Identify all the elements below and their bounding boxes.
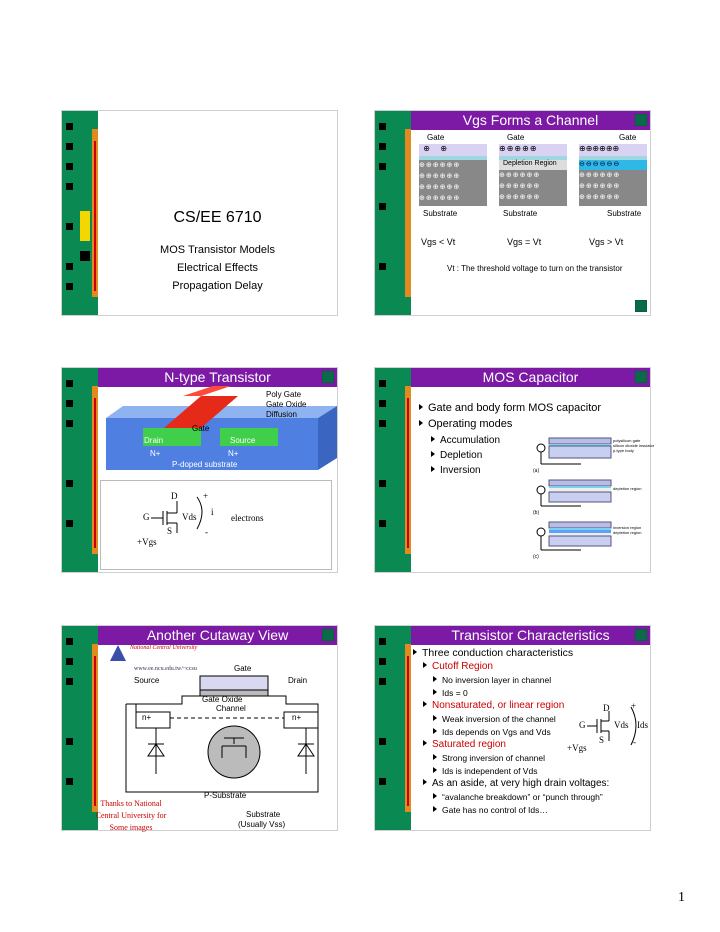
channel-panel: Gate ⊕⊕⊕⊕⊕ Depletion Region ⊕⊕⊕⊕⊕⊕ ⊕⊕⊕⊕⊕⊕ ⊕⊕⊕⊕⊕⊕ Substrate <box>499 133 567 233</box>
plus-sign: + <box>631 701 637 711</box>
corner-square <box>322 629 334 641</box>
electrons-label: electrons <box>231 513 264 523</box>
university-logo <box>110 645 126 661</box>
caption: Vgs = Vt <box>507 237 542 247</box>
sub-sub-bullet: Weak inversion of the channel <box>433 714 556 724</box>
source-label: Source <box>134 676 160 685</box>
schematic-box <box>100 480 332 570</box>
slide-3 <box>62 368 337 572</box>
slide-4 <box>375 368 655 572</box>
nplus-label: N+ <box>150 449 161 458</box>
substrate-label: Substrate <box>607 209 642 218</box>
caption: Vgs > Vt <box>589 237 624 247</box>
slide-title: CS/EE 6710 <box>173 209 262 226</box>
current-i: i <box>211 507 214 517</box>
decorative-band <box>375 626 411 830</box>
cutaway-diagram <box>122 674 322 799</box>
figure-tag: (c) <box>533 554 539 560</box>
logo-url: www.ee.ncu.edu.tw/~ccsu <box>134 666 197 672</box>
gate-g: G <box>143 512 150 522</box>
figure-label: silicon dioxide insulator <box>613 443 655 448</box>
vds-label: Vds <box>614 720 629 730</box>
nplus-label: n+ <box>142 713 152 722</box>
slide-content <box>95 645 337 832</box>
corner-square <box>635 371 647 383</box>
inversion-channel: ⊖⊖⊖⊖⊖⊖ <box>579 160 647 170</box>
subtitle-line: Electrical Effects <box>176 262 259 274</box>
figure-label: polysilicon gate <box>613 438 641 443</box>
thanks-note: Thanks to National Central University for Some images <box>95 799 167 832</box>
gate-oxide-label: Gate Oxide <box>202 695 243 704</box>
slide-content <box>411 131 650 315</box>
slide-title: Vgs Forms a Channel <box>411 111 650 130</box>
minus-sign: - <box>205 527 208 537</box>
decorative-band <box>62 111 98 315</box>
bullet: Operating modes <box>419 418 512 430</box>
channel-panel: Gate ⊕ ⊕ ⊕⊕⊕⊕⊕⊕ ⊕⊕⊕⊕⊕⊕ ⊕⊕⊕⊕⊕⊕ ⊕⊕⊕⊕⊕⊕ Substrate <box>419 133 487 233</box>
diffusion-label: Diffusion <box>266 410 297 419</box>
page-number: 1 <box>678 890 685 905</box>
vgs-label: +Vgs <box>567 743 587 753</box>
source-s: S <box>599 735 605 745</box>
sub-bullet: Inversion <box>431 465 481 476</box>
sub-bullet: Accumulation <box>431 435 500 446</box>
gate-label: Gate <box>234 664 252 673</box>
nplus-label: n+ <box>292 713 302 722</box>
figure-tag: (b) <box>533 510 540 516</box>
corner-square <box>635 629 647 641</box>
gate-label: Gate <box>619 133 637 142</box>
sub-sub-bullet: Gate has no control of Ids… <box>433 805 548 815</box>
footnote: Vt : The threshold voltage to turn on the transistor <box>447 264 623 273</box>
slide-title: Transistor Characteristics <box>411 626 650 645</box>
sub-sub-bullet: Ids = 0 <box>433 688 468 698</box>
depletion-region <box>499 160 567 170</box>
slide-2 <box>375 111 650 315</box>
figure-label: depletion region <box>613 530 642 535</box>
nmos-symbol <box>581 701 651 771</box>
figure-tag: (a) <box>533 468 540 474</box>
slide-6 <box>375 626 650 830</box>
mos-capacitor-figure <box>529 436 642 566</box>
subtitle-line: Propagation Delay <box>172 280 263 292</box>
figure-label: depletion region <box>613 486 642 491</box>
decorative-band <box>375 368 411 572</box>
bullet: Three conduction characteristics <box>413 647 573 659</box>
vgs-label: +Vgs <box>137 537 157 547</box>
psub-label: P-Substrate <box>204 791 247 800</box>
channel-panel: Gate ⊕⊕⊕⊕⊕⊕ ⊖⊖⊖⊖⊖⊖ ⊕⊕⊕⊕⊕⊕ ⊕⊕⊕⊕⊕⊕ ⊕⊕⊕⊕⊕⊕ Substrate <box>579 133 647 233</box>
slide-content <box>98 388 337 572</box>
substrate-label: P-doped substrate <box>172 460 238 469</box>
figure-label: inversion region <box>613 525 642 530</box>
slide-content <box>98 131 337 315</box>
drain-label: Drain <box>288 676 308 685</box>
sub-sub-bullet: No inversion layer in channel <box>433 675 551 685</box>
drain-d: D <box>171 491 178 501</box>
drain-d: D <box>603 703 610 713</box>
ids-label: Ids <box>637 720 648 730</box>
subtitle-line: MOS Transistor Models <box>160 244 275 256</box>
slide-title: Another Cutaway View <box>98 626 337 645</box>
slide-1 <box>62 111 337 315</box>
gate-oxide-label: Gate Oxide <box>266 400 307 409</box>
slide-content <box>411 388 655 572</box>
gate-label: Gate <box>427 133 445 142</box>
sub-sub-bullet: “avalanche breakdown” or “punch through” <box>433 792 603 802</box>
gate-label: Gate <box>507 133 525 142</box>
sub-bullet: Saturated region <box>423 739 506 750</box>
gate-g: G <box>579 720 586 730</box>
sub-bullet: Cutoff Region <box>423 661 493 672</box>
sub-bullet: Depletion <box>431 450 482 461</box>
source-s: S <box>167 526 173 536</box>
nplus-label: N+ <box>228 449 239 458</box>
substrate-label: Substrate <box>423 209 458 218</box>
substrate-label: Substrate <box>246 810 281 819</box>
poly-gate-label: Poly Gate <box>266 390 302 399</box>
sub-bullet: Nonsaturated, or linear region <box>423 700 564 711</box>
sub-bullet: As an aside, at very high drain voltages: <box>423 778 609 789</box>
vss-label: (Usually Vss) <box>238 820 286 829</box>
channel-label: Channel <box>216 704 246 713</box>
figure-label: p-type body <box>613 448 634 453</box>
substrate-label: Substrate <box>503 209 538 218</box>
plus-sign: + <box>203 491 209 501</box>
sub-sub-bullet: Ids depends on Vgs and Vds <box>433 727 551 737</box>
decorative-band <box>375 111 411 315</box>
sub-sub-bullet: Ids is independent of Vds <box>433 766 537 776</box>
bullet: Gate and body form MOS capacitor <box>419 402 601 414</box>
slide-content <box>411 645 650 830</box>
minus-sign: - <box>633 737 636 747</box>
vds-label: Vds <box>182 512 197 522</box>
corner-square <box>322 371 334 383</box>
source-label: Source <box>230 436 256 445</box>
slide-title: N-type Transistor <box>98 368 337 387</box>
slide-5 <box>62 626 337 830</box>
drain-label: Drain <box>144 436 164 445</box>
slide-title: MOS Capacitor <box>411 368 650 387</box>
logo-text: National Central University <box>130 645 198 651</box>
depletion-label: Depletion Region <box>503 160 557 167</box>
decorative-band <box>62 368 98 572</box>
sub-sub-bullet: Strong inversion of channel <box>433 753 545 763</box>
gate-label: Gate <box>192 424 210 433</box>
corner-square <box>635 114 647 126</box>
caption: Vgs < Vt <box>421 237 456 247</box>
